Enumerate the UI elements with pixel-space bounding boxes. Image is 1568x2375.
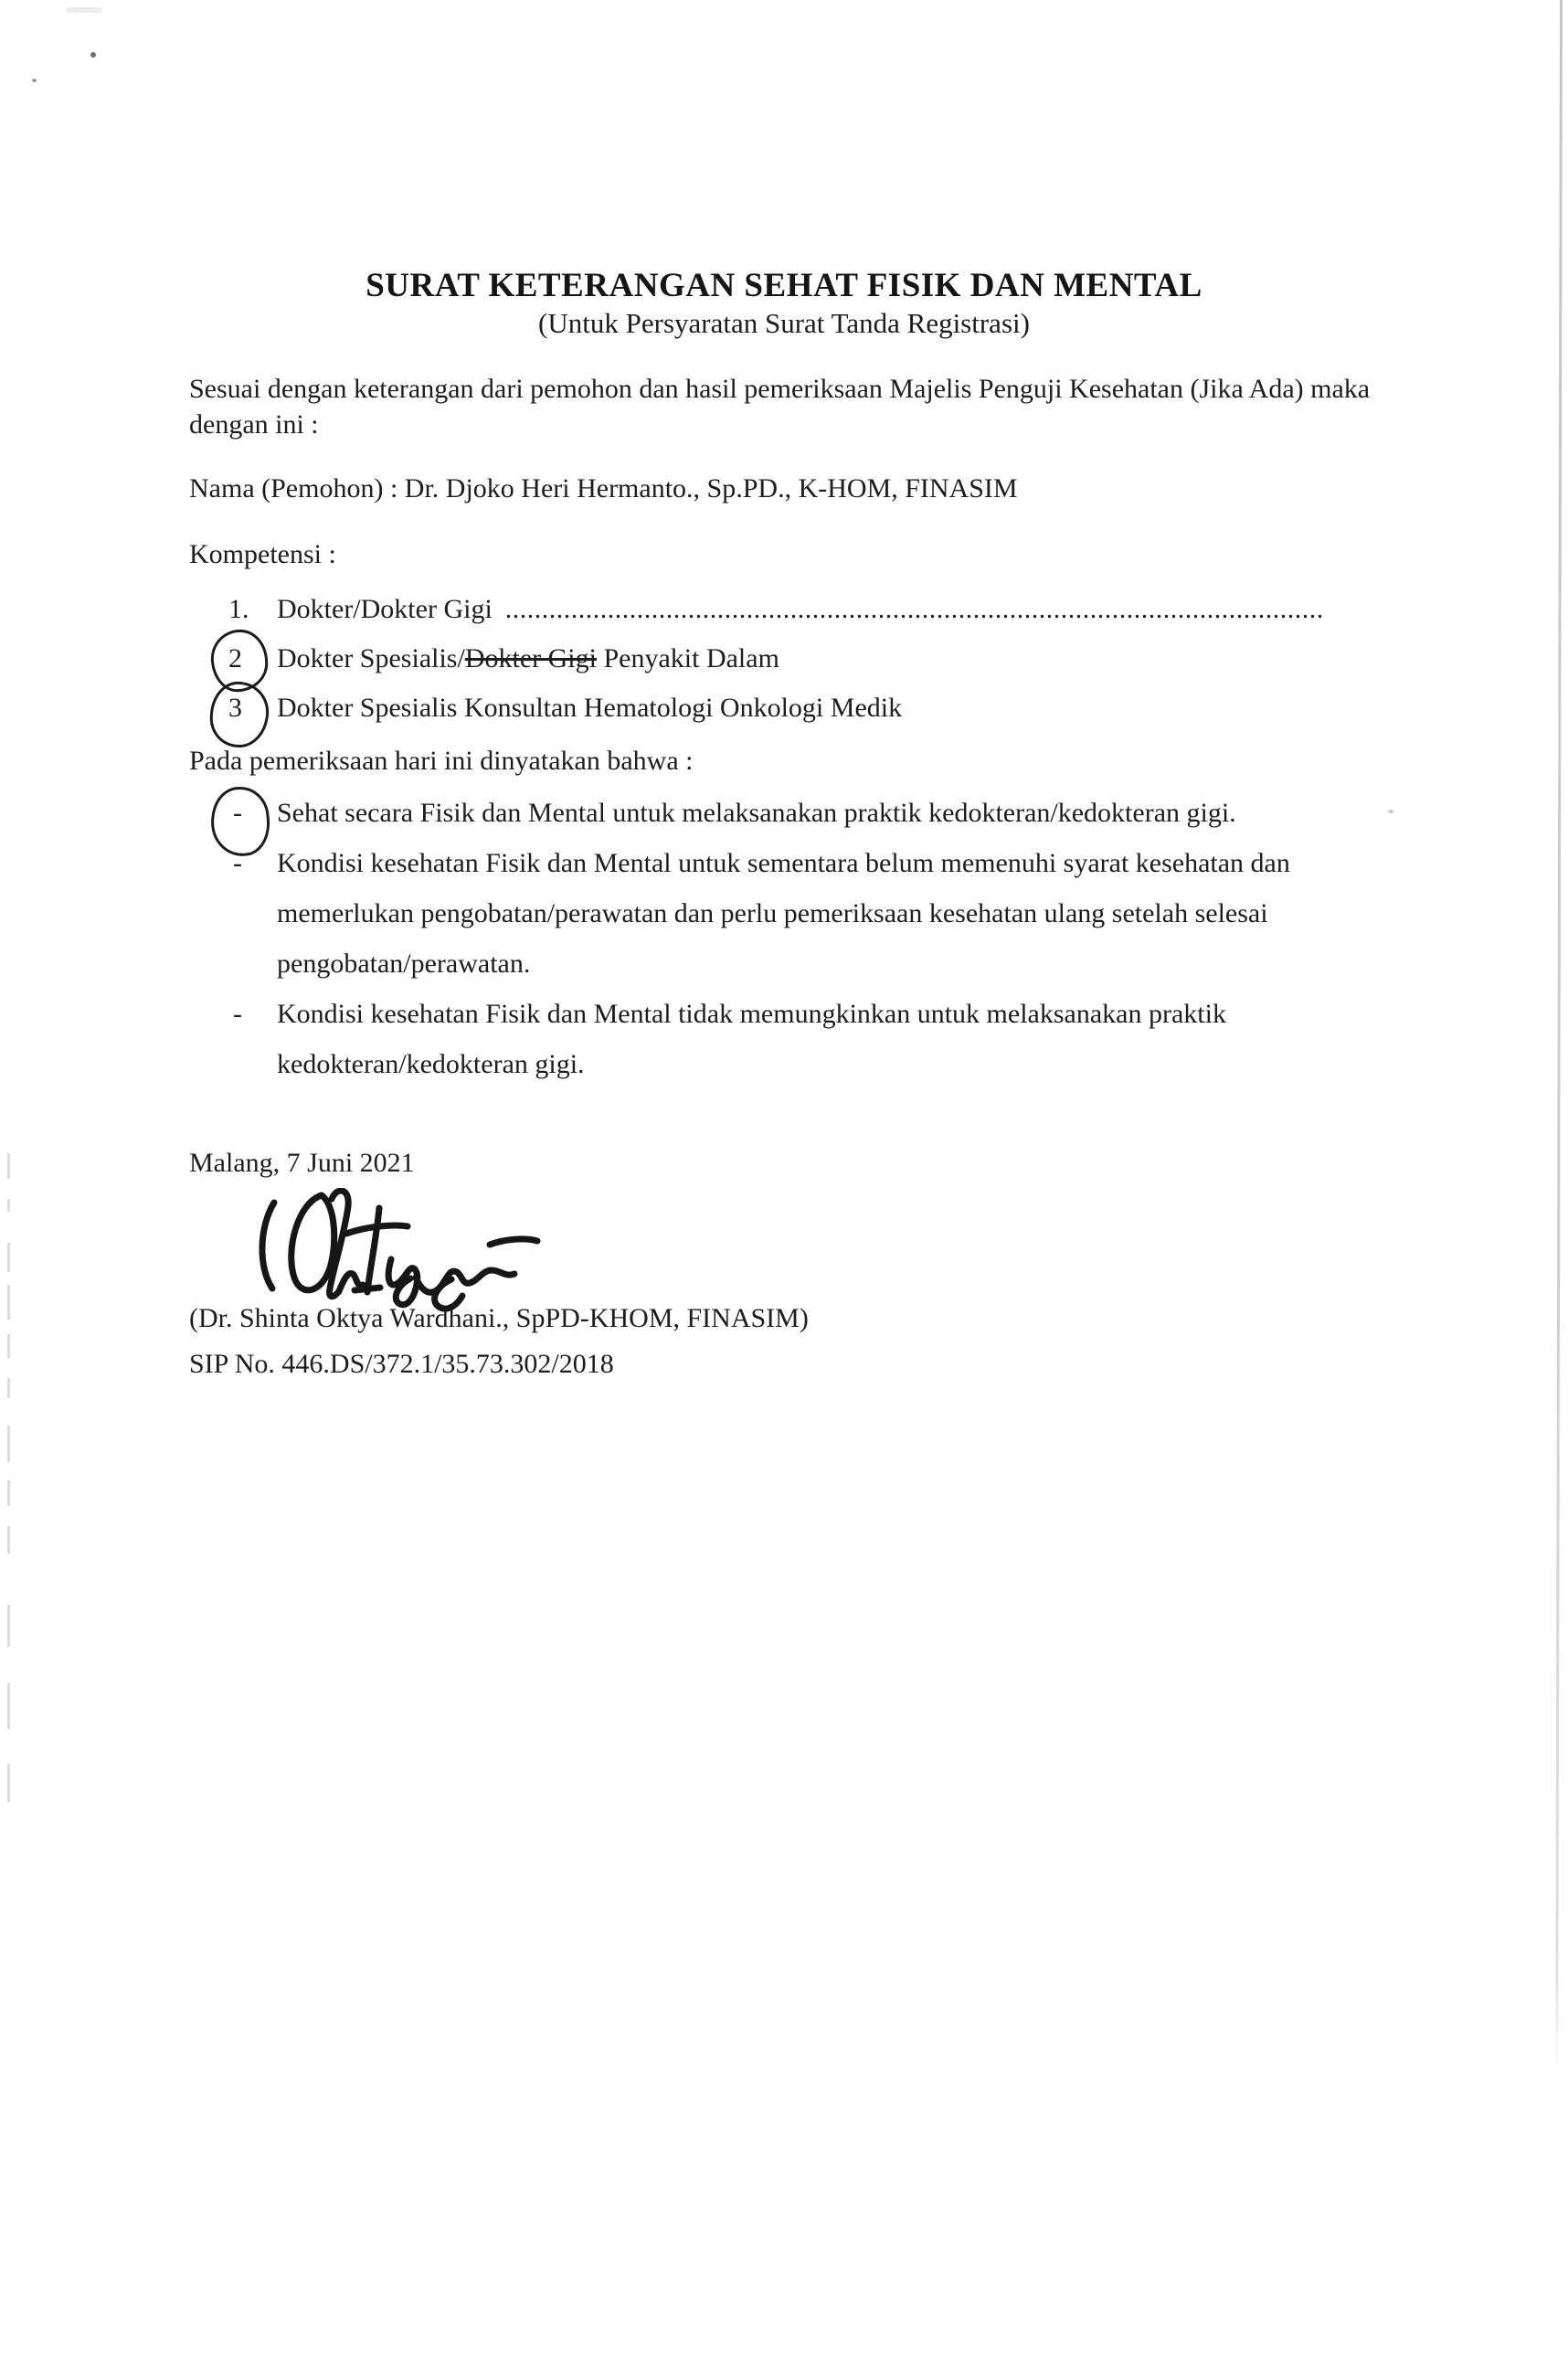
competency-number: 3 bbox=[228, 693, 242, 723]
dash-bullet: - bbox=[233, 798, 242, 828]
scan-speck bbox=[1388, 810, 1393, 813]
scan-edge-mark bbox=[7, 1153, 10, 1179]
dash-bullet: - bbox=[233, 999, 242, 1029]
declaration-text: Sehat secara Fisik dan Mental untuk melaksanakan praktik kedokteran/kedokteran gigi. bbox=[277, 798, 1236, 828]
competency-label: Dokter/Dokter Gigi bbox=[277, 594, 493, 624]
declaration-item-1 bbox=[189, 788, 1368, 838]
intro-paragraph: Sesuai dengan keterangan dari pemohon dan hasil pemeriksaan Majelis Penguji Kesehatan (Jika Ada) maka dengan ini : bbox=[189, 374, 1371, 440]
handwritten-signature-icon bbox=[252, 1188, 563, 1320]
applicant-name-line: Nama (Pemohon) : Dr. Djoko Heri Hermanto., Sp.PD., K-HOM, FINASIM bbox=[189, 473, 1018, 504]
competency-item-3 bbox=[189, 684, 1395, 733]
competency-label bbox=[277, 643, 779, 673]
declaration-text: Kondisi kesehatan Fisik dan Mental tidak memungkinkan untuk melaksanakan praktik kedokteran/kedokteran gigi. bbox=[277, 999, 1226, 1079]
competency-item-2 bbox=[189, 634, 1395, 684]
signer-name-line: (Dr. Shinta Oktya Wardhani., SpPD-KHOM, FINASIM) bbox=[189, 1303, 809, 1333]
scan-edge-mark bbox=[7, 1426, 10, 1462]
dotted-fill-line: ................................................................................................................ bbox=[504, 594, 1324, 624]
scan-smudge bbox=[66, 7, 102, 13]
scan-speck bbox=[32, 79, 37, 82]
scan-edge-mark bbox=[7, 1334, 10, 1358]
competency-label: Dokter Spesialis Konsultan Hematologi Onkologi Medik bbox=[277, 693, 903, 723]
document-title: SURAT KETERANGAN SEHAT FISIK DAN MENTAL bbox=[366, 267, 1202, 304]
competency-list bbox=[189, 585, 1395, 733]
declaration-list bbox=[189, 788, 1368, 1089]
declaration-heading: Pada pemeriksaan hari ini dinyatakan bahwa : bbox=[189, 746, 694, 776]
scan-edge-mark bbox=[7, 1764, 10, 1802]
competency-item-1 bbox=[189, 585, 1395, 634]
declaration-item-2 bbox=[189, 838, 1368, 989]
scan-edge-mark bbox=[7, 1199, 10, 1212]
scan-speck bbox=[90, 52, 96, 58]
scan-edge-mark bbox=[7, 1480, 10, 1506]
scan-edge-mark bbox=[7, 1243, 10, 1272]
competency-label-part: Penyakit Dalam bbox=[596, 643, 779, 673]
scan-edge-mark bbox=[7, 1605, 10, 1647]
scan-edge-mark bbox=[7, 1285, 10, 1320]
dash-bullet: - bbox=[233, 848, 242, 878]
struck-text: Dokter Gigi bbox=[464, 643, 597, 673]
scan-edge-mark bbox=[7, 1683, 10, 1729]
place-date-line: Malang, 7 Juni 2021 bbox=[189, 1148, 415, 1178]
competency-heading: Kompetensi : bbox=[189, 539, 336, 569]
competency-label-part: Dokter Spesialis/ bbox=[277, 643, 465, 673]
document-subtitle: (Untuk Persyaratan Surat Tanda Registrasi) bbox=[538, 307, 1030, 339]
declaration-item-3 bbox=[189, 989, 1368, 1089]
declaration-text: Kondisi kesehatan Fisik dan Mental untuk sementara belum memenuhi syarat kesehatan dan memerlukan pengobatan/perawatan dan perlu pemeriksaan kesehatan ulang setelah selesai pengobatan/perawatan. bbox=[277, 848, 1290, 979]
scan-edge-mark bbox=[7, 1378, 10, 1398]
competency-number: 2 bbox=[228, 643, 242, 673]
sip-number-line: SIP No. 446.DS/372.1/35.73.302/2018 bbox=[189, 1349, 614, 1379]
competency-number: 1. bbox=[228, 594, 249, 624]
scan-edge-mark bbox=[7, 1526, 10, 1553]
